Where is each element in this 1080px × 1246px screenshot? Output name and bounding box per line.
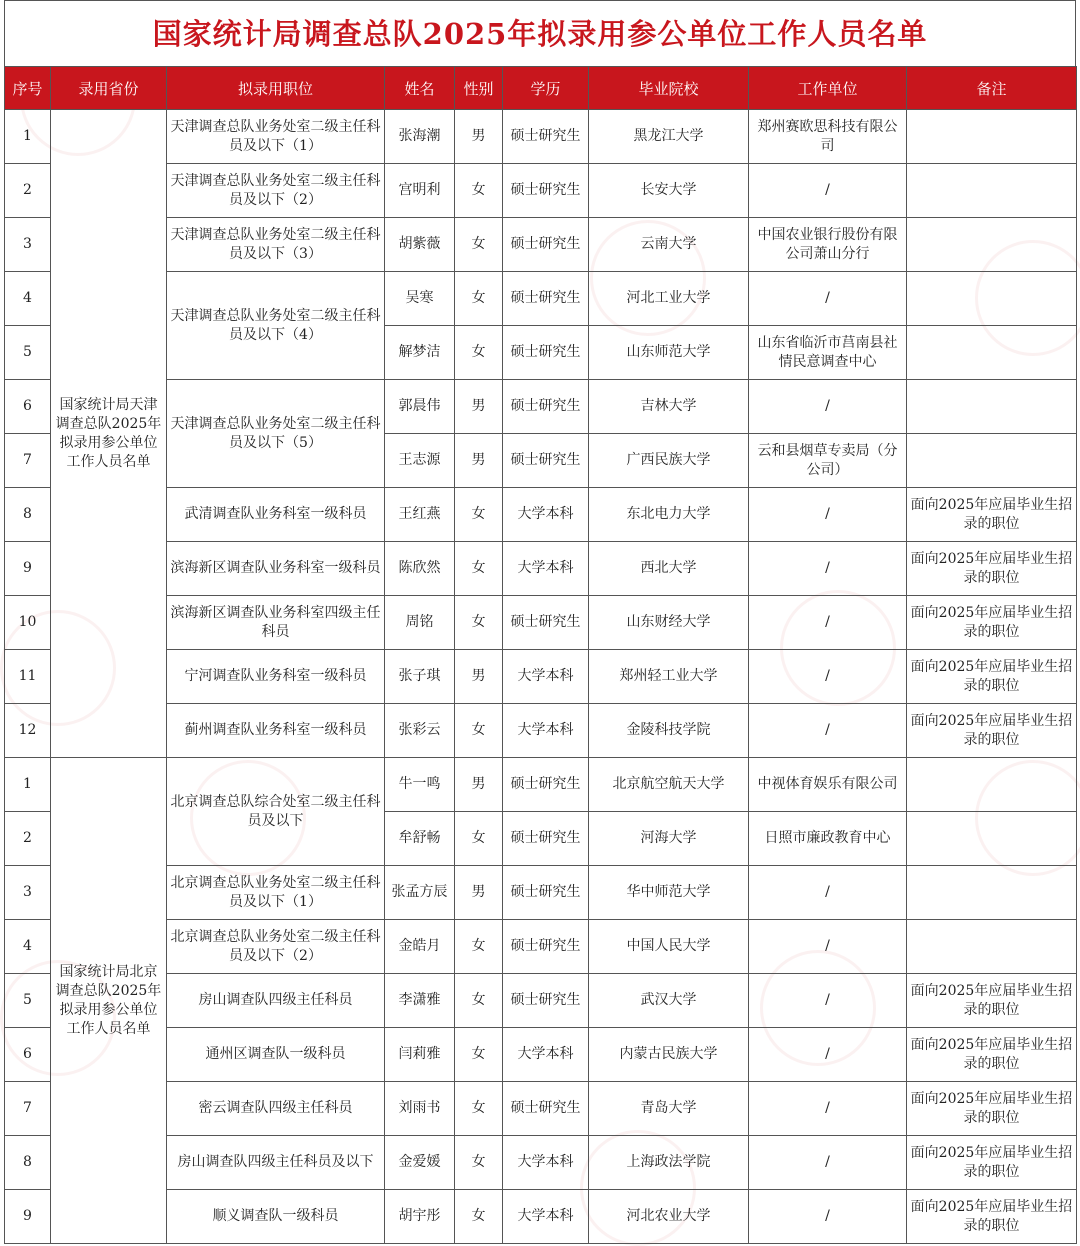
name-cell: 张子琪 bbox=[385, 650, 455, 704]
gender-cell: 女 bbox=[455, 488, 503, 542]
education-cell: 大学本科 bbox=[503, 1136, 589, 1190]
school-cell: 青岛大学 bbox=[589, 1082, 749, 1136]
school-cell: 中国人民大学 bbox=[589, 920, 749, 974]
row-index: 5 bbox=[5, 326, 51, 380]
note-cell bbox=[907, 218, 1077, 272]
position-cell: 滨海新区调查队业务科室四级主任科员 bbox=[167, 596, 385, 650]
row-index: 10 bbox=[5, 596, 51, 650]
workplace-cell: / bbox=[749, 650, 907, 704]
row-index: 6 bbox=[5, 380, 51, 434]
note-cell: 面向2025年应届毕业生招录的职位 bbox=[907, 1136, 1077, 1190]
note-cell: 面向2025年应届毕业生招录的职位 bbox=[907, 974, 1077, 1028]
gender-cell: 男 bbox=[455, 866, 503, 920]
name-cell: 牟舒畅 bbox=[385, 812, 455, 866]
workplace-cell: / bbox=[749, 1082, 907, 1136]
name-cell: 李潇雅 bbox=[385, 974, 455, 1028]
note-cell: 面向2025年应届毕业生招录的职位 bbox=[907, 542, 1077, 596]
note-cell: 面向2025年应届毕业生招录的职位 bbox=[907, 488, 1077, 542]
gender-cell: 男 bbox=[455, 650, 503, 704]
school-cell: 西北大学 bbox=[589, 542, 749, 596]
workplace-cell: 郑州赛欧思科技有限公司 bbox=[749, 110, 907, 164]
workplace-cell: / bbox=[749, 866, 907, 920]
row-index: 3 bbox=[5, 218, 51, 272]
province-cell: 国家统计局北京调查总队2025年拟录用参公单位工作人员名单 bbox=[51, 758, 167, 1244]
col-header-workplace: 工作单位 bbox=[749, 67, 907, 110]
row-index: 4 bbox=[5, 920, 51, 974]
position-cell: 密云调查队四级主任科员 bbox=[167, 1082, 385, 1136]
gender-cell: 男 bbox=[455, 380, 503, 434]
position-cell: 天津调查总队业务处室二级主任科员及以下（2） bbox=[167, 164, 385, 218]
position-cell: 天津调查总队业务处室二级主任科员及以下（5） bbox=[167, 380, 385, 488]
note-cell bbox=[907, 434, 1077, 488]
position-cell: 天津调查总队业务处室二级主任科员及以下（4） bbox=[167, 272, 385, 380]
school-cell: 北京航空航天大学 bbox=[589, 758, 749, 812]
education-cell: 大学本科 bbox=[503, 650, 589, 704]
col-header-position: 拟录用职位 bbox=[167, 67, 385, 110]
row-index: 5 bbox=[5, 974, 51, 1028]
education-cell: 大学本科 bbox=[503, 542, 589, 596]
table-row bbox=[5, 758, 1077, 812]
col-header-school: 毕业院校 bbox=[589, 67, 749, 110]
col-header-note: 备注 bbox=[907, 67, 1077, 110]
school-cell: 河海大学 bbox=[589, 812, 749, 866]
gender-cell: 女 bbox=[455, 326, 503, 380]
workplace-cell: / bbox=[749, 542, 907, 596]
note-cell bbox=[907, 164, 1077, 218]
name-cell: 金爱媛 bbox=[385, 1136, 455, 1190]
education-cell: 硕士研究生 bbox=[503, 434, 589, 488]
education-cell: 硕士研究生 bbox=[503, 920, 589, 974]
roster-document bbox=[4, 0, 1076, 1243]
row-index: 7 bbox=[5, 434, 51, 488]
gender-cell: 男 bbox=[455, 110, 503, 164]
name-cell: 胡宇彤 bbox=[385, 1190, 455, 1244]
position-cell: 天津调查总队业务处室二级主任科员及以下（1） bbox=[167, 110, 385, 164]
school-cell: 郑州轻工业大学 bbox=[589, 650, 749, 704]
col-header-name: 姓名 bbox=[385, 67, 455, 110]
gender-cell: 男 bbox=[455, 758, 503, 812]
table-header-row bbox=[5, 67, 1077, 110]
name-cell: 胡紫薇 bbox=[385, 218, 455, 272]
school-cell: 华中师范大学 bbox=[589, 866, 749, 920]
position-cell: 通州区调查队一级科员 bbox=[167, 1028, 385, 1082]
school-cell: 河北工业大学 bbox=[589, 272, 749, 326]
row-index: 12 bbox=[5, 704, 51, 758]
school-cell: 武汉大学 bbox=[589, 974, 749, 1028]
name-cell: 金皓月 bbox=[385, 920, 455, 974]
education-cell: 大学本科 bbox=[503, 488, 589, 542]
col-header-gender: 性别 bbox=[455, 67, 503, 110]
education-cell: 硕士研究生 bbox=[503, 218, 589, 272]
position-cell: 顺义调查队一级科员 bbox=[167, 1190, 385, 1244]
workplace-cell: 中视体育娱乐有限公司 bbox=[749, 758, 907, 812]
workplace-cell: / bbox=[749, 920, 907, 974]
table-row bbox=[5, 110, 1077, 164]
gender-cell: 女 bbox=[455, 1028, 503, 1082]
row-index: 2 bbox=[5, 812, 51, 866]
row-index: 2 bbox=[5, 164, 51, 218]
education-cell: 硕士研究生 bbox=[503, 380, 589, 434]
workplace-cell: 山东省临沂市莒南县社情民意调查中心 bbox=[749, 326, 907, 380]
name-cell: 宫明利 bbox=[385, 164, 455, 218]
row-index: 3 bbox=[5, 866, 51, 920]
workplace-cell: 云和县烟草专卖局（分公司） bbox=[749, 434, 907, 488]
position-cell: 武清调查队业务科室一级科员 bbox=[167, 488, 385, 542]
school-cell: 长安大学 bbox=[589, 164, 749, 218]
note-cell bbox=[907, 326, 1077, 380]
note-cell: 面向2025年应届毕业生招录的职位 bbox=[907, 1028, 1077, 1082]
row-index: 11 bbox=[5, 650, 51, 704]
school-cell: 金陵科技学院 bbox=[589, 704, 749, 758]
school-cell: 广西民族大学 bbox=[589, 434, 749, 488]
gender-cell: 女 bbox=[455, 812, 503, 866]
gender-cell: 女 bbox=[455, 974, 503, 1028]
workplace-cell: / bbox=[749, 488, 907, 542]
row-index: 6 bbox=[5, 1028, 51, 1082]
name-cell: 牛一鸣 bbox=[385, 758, 455, 812]
education-cell: 大学本科 bbox=[503, 1190, 589, 1244]
school-cell: 东北电力大学 bbox=[589, 488, 749, 542]
row-index: 1 bbox=[5, 758, 51, 812]
position-cell: 蓟州调查队业务科室一级科员 bbox=[167, 704, 385, 758]
gender-cell: 女 bbox=[455, 164, 503, 218]
name-cell: 解梦洁 bbox=[385, 326, 455, 380]
note-cell bbox=[907, 272, 1077, 326]
school-cell: 山东财经大学 bbox=[589, 596, 749, 650]
education-cell: 硕士研究生 bbox=[503, 812, 589, 866]
education-cell: 硕士研究生 bbox=[503, 272, 589, 326]
name-cell: 周铭 bbox=[385, 596, 455, 650]
gender-cell: 女 bbox=[455, 272, 503, 326]
gender-cell: 女 bbox=[455, 920, 503, 974]
workplace-cell: / bbox=[749, 974, 907, 1028]
workplace-cell: / bbox=[749, 596, 907, 650]
col-header-education: 学历 bbox=[503, 67, 589, 110]
workplace-cell: / bbox=[749, 1190, 907, 1244]
note-cell: 面向2025年应届毕业生招录的职位 bbox=[907, 704, 1077, 758]
row-index: 8 bbox=[5, 488, 51, 542]
workplace-cell: 中国农业银行股份有限公司萧山分行 bbox=[749, 218, 907, 272]
row-index: 1 bbox=[5, 110, 51, 164]
name-cell: 吴寒 bbox=[385, 272, 455, 326]
gender-cell: 女 bbox=[455, 704, 503, 758]
province-cell: 国家统计局天津调查总队2025年拟录用参公单位工作人员名单 bbox=[51, 110, 167, 758]
position-cell: 北京调查总队业务处室二级主任科员及以下（1） bbox=[167, 866, 385, 920]
school-cell: 吉林大学 bbox=[589, 380, 749, 434]
workplace-cell: / bbox=[749, 380, 907, 434]
gender-cell: 女 bbox=[455, 596, 503, 650]
position-cell: 北京调查总队业务处室二级主任科员及以下（2） bbox=[167, 920, 385, 974]
row-index: 9 bbox=[5, 542, 51, 596]
position-cell: 房山调查队四级主任科员及以下 bbox=[167, 1136, 385, 1190]
row-index: 4 bbox=[5, 272, 51, 326]
workplace-cell: / bbox=[749, 272, 907, 326]
school-cell: 河北农业大学 bbox=[589, 1190, 749, 1244]
position-cell: 天津调查总队业务处室二级主任科员及以下（3） bbox=[167, 218, 385, 272]
workplace-cell: / bbox=[749, 1136, 907, 1190]
document-title: 国家统计局调查总队2025年拟录用参公单位工作人员名单 bbox=[4, 0, 1076, 66]
gender-cell: 女 bbox=[455, 1082, 503, 1136]
note-cell bbox=[907, 380, 1077, 434]
education-cell: 硕士研究生 bbox=[503, 110, 589, 164]
name-cell: 张孟方辰 bbox=[385, 866, 455, 920]
note-cell bbox=[907, 866, 1077, 920]
education-cell: 硕士研究生 bbox=[503, 974, 589, 1028]
education-cell: 硕士研究生 bbox=[503, 596, 589, 650]
position-cell: 滨海新区调查队业务科室一级科员 bbox=[167, 542, 385, 596]
education-cell: 大学本科 bbox=[503, 704, 589, 758]
education-cell: 硕士研究生 bbox=[503, 164, 589, 218]
education-cell: 大学本科 bbox=[503, 1028, 589, 1082]
education-cell: 硕士研究生 bbox=[503, 326, 589, 380]
gender-cell: 女 bbox=[455, 542, 503, 596]
workplace-cell: / bbox=[749, 164, 907, 218]
row-index: 7 bbox=[5, 1082, 51, 1136]
name-cell: 闫莉雅 bbox=[385, 1028, 455, 1082]
workplace-cell: / bbox=[749, 1028, 907, 1082]
note-cell: 面向2025年应届毕业生招录的职位 bbox=[907, 650, 1077, 704]
note-cell: 面向2025年应届毕业生招录的职位 bbox=[907, 1190, 1077, 1244]
school-cell: 内蒙古民族大学 bbox=[589, 1028, 749, 1082]
roster-table bbox=[4, 66, 1077, 1244]
position-cell: 房山调查队四级主任科员 bbox=[167, 974, 385, 1028]
position-cell: 宁河调查队业务科室一级科员 bbox=[167, 650, 385, 704]
name-cell: 王志源 bbox=[385, 434, 455, 488]
workplace-cell: 日照市廉政教育中心 bbox=[749, 812, 907, 866]
note-cell: 面向2025年应届毕业生招录的职位 bbox=[907, 1082, 1077, 1136]
gender-cell: 女 bbox=[455, 218, 503, 272]
note-cell bbox=[907, 758, 1077, 812]
note-cell bbox=[907, 920, 1077, 974]
gender-cell: 男 bbox=[455, 434, 503, 488]
workplace-cell: / bbox=[749, 704, 907, 758]
gender-cell: 女 bbox=[455, 1190, 503, 1244]
school-cell: 上海政法学院 bbox=[589, 1136, 749, 1190]
gender-cell: 女 bbox=[455, 1136, 503, 1190]
name-cell: 郭晨伟 bbox=[385, 380, 455, 434]
school-cell: 山东师范大学 bbox=[589, 326, 749, 380]
education-cell: 硕士研究生 bbox=[503, 758, 589, 812]
name-cell: 陈欣然 bbox=[385, 542, 455, 596]
note-cell bbox=[907, 812, 1077, 866]
school-cell: 云南大学 bbox=[589, 218, 749, 272]
position-cell: 北京调查总队综合处室二级主任科员及以下 bbox=[167, 758, 385, 866]
name-cell: 张彩云 bbox=[385, 704, 455, 758]
school-cell: 黑龙江大学 bbox=[589, 110, 749, 164]
education-cell: 硕士研究生 bbox=[503, 1082, 589, 1136]
name-cell: 张海潮 bbox=[385, 110, 455, 164]
row-index: 9 bbox=[5, 1190, 51, 1244]
note-cell: 面向2025年应届毕业生招录的职位 bbox=[907, 596, 1077, 650]
education-cell: 硕士研究生 bbox=[503, 866, 589, 920]
note-cell bbox=[907, 110, 1077, 164]
name-cell: 刘雨书 bbox=[385, 1082, 455, 1136]
col-header-index: 序号 bbox=[5, 67, 51, 110]
name-cell: 王红燕 bbox=[385, 488, 455, 542]
row-index: 8 bbox=[5, 1136, 51, 1190]
col-header-province: 录用省份 bbox=[51, 67, 167, 110]
